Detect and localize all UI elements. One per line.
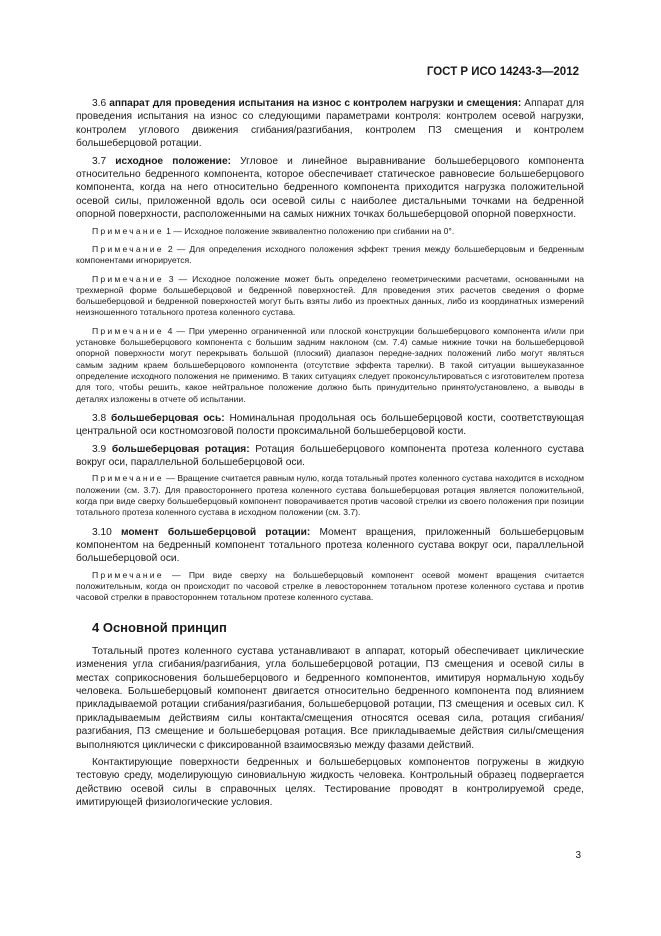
paragraph-text: Ротация большеберцового компонента протеза коленного сустава вокруг оси, параллельной большеберцовой оси. (76, 443, 584, 469)
definition-paragraph (76, 526, 584, 566)
paragraph-text: Угловое и линейное выравнивание большеберцового компонента относительно бедренного компонента, которое обеспечивает статическое равновесие большеберцового компонента, когда на него относительно бедренного компонента приходится нагрузка положительной осевой силы, приложенной вдоль оси осевой силы с наиболее дистальными точками на бедренной опорной поверхности, расположенными на самых нижних точках большеберцовой опорной поверхности. (76, 155, 584, 221)
clause-number: 3.8 (92, 412, 107, 424)
clause-number: 3.10 (92, 526, 112, 538)
note-text: — При виде сверху на большеберцовый компонент осевой момент вращения считается положительным, когда он происходит по часовой стрелке в левостороннем тотальном протезе коленного сустава и против часовой стрелки в правостороннем тотальном протезе коленного сустава. (76, 569, 585, 603)
definition-paragraph (76, 412, 584, 439)
paragraph (76, 756, 584, 810)
note-label: Примечание (92, 243, 164, 254)
term: большеберцовая ось: (110, 412, 225, 424)
paragraph-text: Тотальный протез коленного сустава устанавливают в аппарат, который обеспечивает циклические изменения угла сгибания/разгибания, угла большеберцовой ротации, ПЗ смещения и осевой силы в местах соприкосновения большеберцового и бедренного компонентов, имитируя нормальную ходьбу человека. Большеберцовый компонент двигается относительно бедренного компонента под влиянием прикладываемой ротации сгибания/разгибания, большеберцовой ротации, ПЗ смещения и осевых сил. К прикладываемым действиям силы контакта/смещения относятся осевая сила, ротация сгибания/разгибания, ПЗ смещение и большеберцовая ротация. Все прикладываемые действия силы/смещения выполняются циклически с фиксированной взаимосвязью между фазами действий. (76, 645, 584, 751)
note-text: 4 — При умеренно ограниченной или плоской конструкции большеберцового компонента и/или при установке большеберцового компонента с большим задним наклоном (см. 7.4) самые нижние точки на большеберцовой опорной поверхности могут перекрывать большой (плоский) диапазон передне-задних положений либо могут являться самым задним краем большеберцового компонента (отсутствие эффекта тарелки). В такой ситуации вышеуказанное определение исходного положения не применимо. В таких ситуациях следует проконсультироваться с изготовителем протеза для того, чтобы решить, какое нейтральное положение должно быть принудительно принято/установлено, а выводы в деталях изложены в отчете об испытании. (76, 325, 584, 404)
definition-paragraph (76, 155, 584, 222)
note-text: 3 — Исходное положение может быть определено геометрическими расчетами, основанными на трехмерной форме большеберцовой и бедренной поверхностей. Для проведения этих расчетов сведения о форме большеберцовой и бедренной поверхностей могут быть взяты либо из проектных данных, либо из координатных измерений неизношенного тотального протеза коленного сустава. (76, 273, 584, 318)
note-label: Примечание (92, 225, 164, 236)
term: аппарат для проведения испытания на износ с контролем нагрузки и смещения: (109, 98, 522, 109)
clause-number: 3.7 (92, 155, 107, 167)
paragraph-text: Номинальная продольная ось большеберцовой кости, соответствующая центральной оси костномозговой полости проксимальной большеберцовой кости. (76, 412, 584, 438)
page-number: 3 (575, 850, 581, 861)
note (76, 244, 584, 267)
section-heading: 4 Основной принцип (92, 619, 227, 635)
definition-paragraph (76, 443, 584, 470)
note-text: — Вращение считается равным нулю, когда тотальный протез коленного сустава находится в исходном положении (см. 3.7). Для правостороннего протеза коленного сустава большеберцовая ротация является положительной, когда при виде сверху большеберцовый компонент поворачивается против часовой стрелки из своего положения при позиции тотального протеза коленного сустава в исходном положении (см. 3.7). (76, 473, 584, 518)
note-text: 2 — Для определения исходного положения эффект трения между большеберцовым и бедренным компонентами игнорируется. (76, 243, 584, 266)
note-label: Примечание (92, 473, 164, 484)
note-text: 1 — Исходное положение эквивалентно положению при сгибании на 0°. (166, 225, 455, 236)
note-label: Примечание (92, 325, 164, 336)
note-label: Примечание (92, 569, 164, 580)
clause-number: 3.6 (92, 98, 107, 109)
note-label: Примечание (92, 273, 164, 284)
clause-number: 3.9 (92, 443, 107, 455)
paragraph-text: Контактирующие поверхности бедренных и большеберцовых компонентов погружены в жидкую тестовую среду, моделирующую синовиальную жидкость человека. Контрольный образец подвергается действию осевой силы в справочных целях. Тестирование проводят в контролируемой среде, имитирующей физиологические условия. (76, 756, 584, 809)
note (76, 274, 584, 319)
note (76, 473, 584, 518)
paragraph-text: Аппарат для проведения испытания на износ со следующими параметрами контроля: контролем осевой нагрузки, контролем углового движения сгибания/разгибания, контролем ПЗ смещения и контролем большеберцовой ротации. (76, 98, 584, 150)
paragraph (76, 645, 584, 752)
document-header: ГОСТ Р ИСО 14243-3—2012 (426, 66, 579, 78)
note (76, 326, 584, 405)
paragraph-text: Момент вращения, приложенный большеберцовым компонентом на бедренный компонент тотального протеза коленного сустава вокруг оси, параллельной большеберцовой оси. (76, 526, 584, 565)
definition-paragraph (76, 97, 584, 151)
term: момент большеберцовой ротации: (120, 526, 311, 538)
term: большеберцовая ротация: (111, 443, 250, 455)
document-body (76, 97, 584, 814)
note (76, 226, 584, 237)
term: исходное положение: (115, 155, 231, 167)
note (76, 570, 584, 604)
